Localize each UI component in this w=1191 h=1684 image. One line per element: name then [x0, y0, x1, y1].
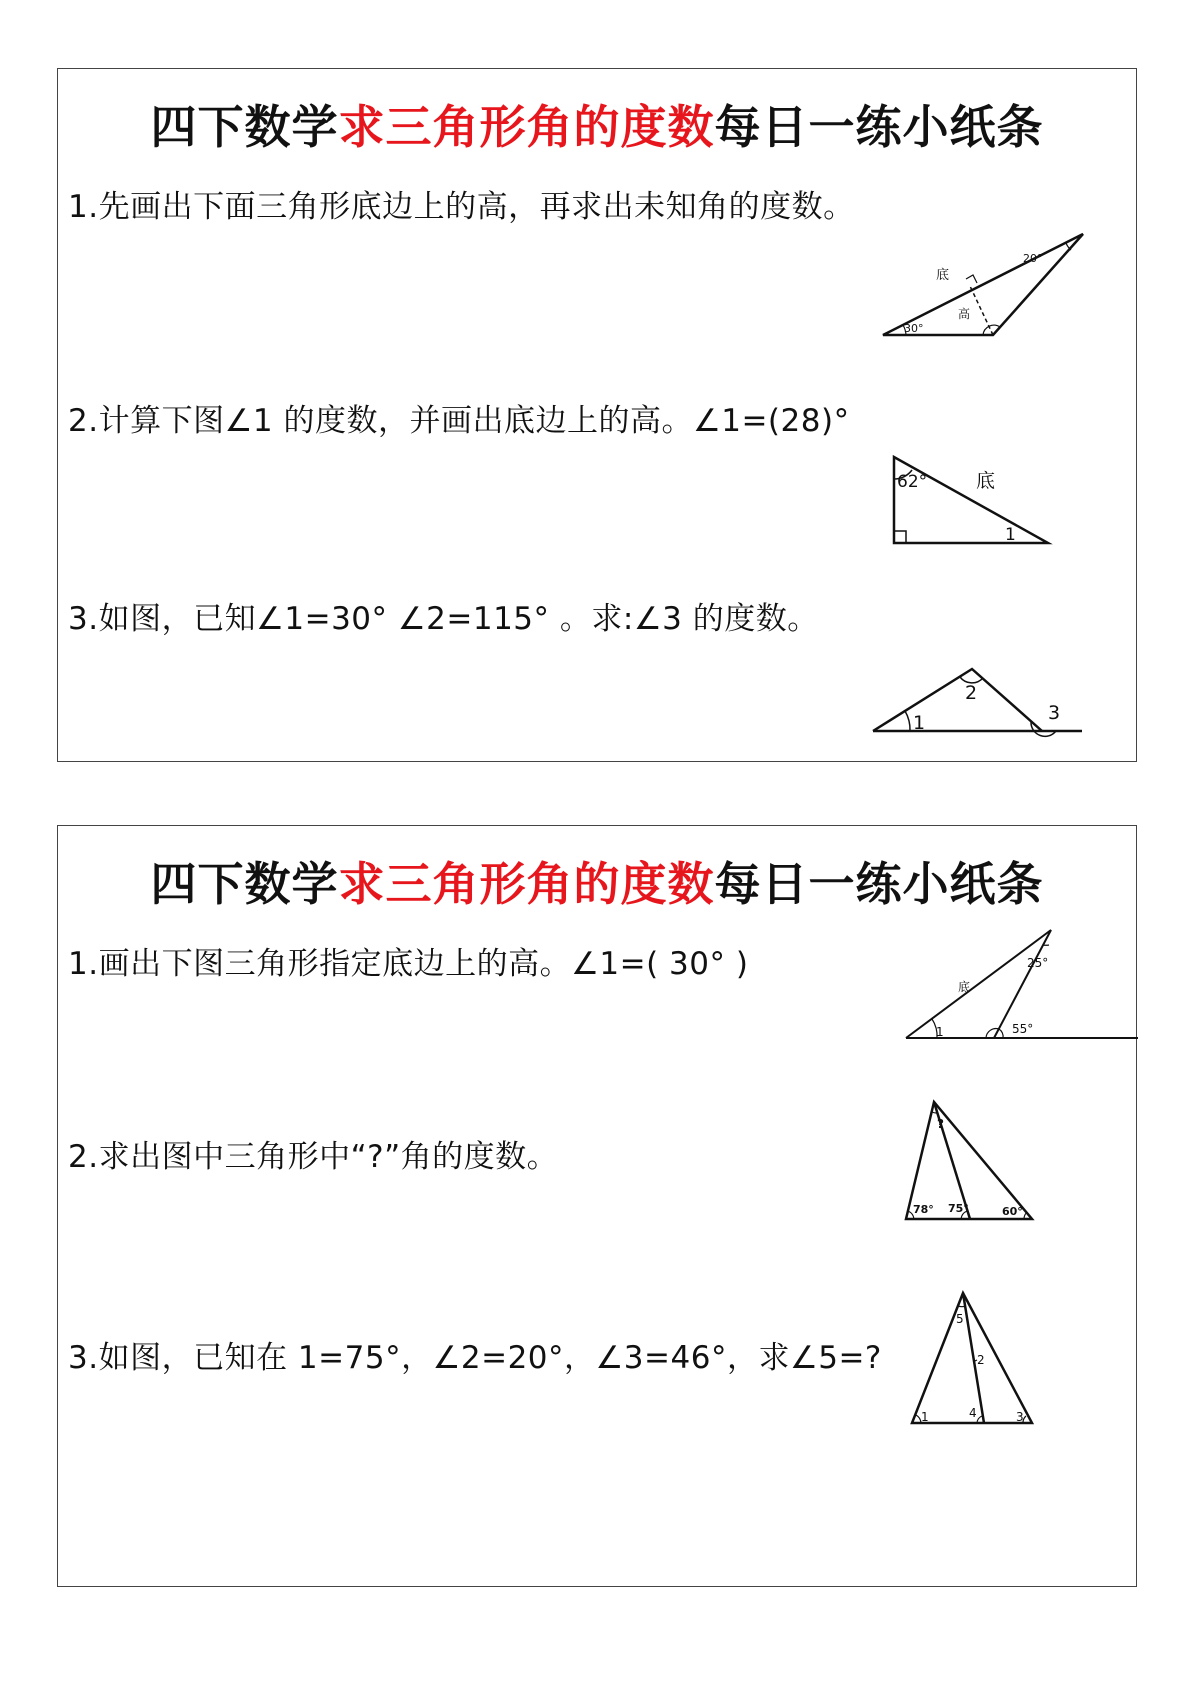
right-triangle-figure-2	[888, 451, 1058, 551]
angle-62-label: 62°	[897, 472, 928, 492]
question-2: 2.计算下图∠1 的度数，并画出底边上的高。∠1=(28)°	[68, 403, 850, 439]
worksheet-card-1	[57, 68, 1137, 762]
height-label: 高	[958, 307, 971, 321]
angle-55-label: 55°	[1012, 1022, 1034, 1036]
angle-2-label: 2	[977, 1353, 985, 1367]
question-angle-label: ?	[937, 1117, 944, 1131]
angle-1-label: 1	[1005, 525, 1016, 545]
triangle-figure-1	[878, 229, 1098, 349]
question-2: 2.求出图中三角形中“?”角的度数。	[68, 1139, 559, 1175]
title-highlight: 求三角形角的度数	[338, 857, 715, 911]
base-label: 底	[958, 980, 971, 994]
base-label: 底	[976, 470, 996, 492]
base-label: 底	[936, 268, 950, 283]
triangle-figure-2	[903, 1098, 1039, 1226]
card-title: 四下数学求三角形角的度数每日一练小纸条	[150, 857, 1044, 911]
card-title: 四下数学求三角形角的度数每日一练小纸条	[150, 100, 1044, 154]
question-3: 3.如图，已知在 1=75°，∠2=20°，∠3=46°，求∠5=?	[68, 1340, 882, 1376]
angle-25-label: 25°	[1027, 956, 1049, 970]
triangle-figure-3	[870, 656, 1088, 738]
angle-4-label: 4	[969, 1406, 977, 1420]
angle-3-label: 3	[1048, 702, 1061, 724]
angle-60-label: 60°	[1002, 1205, 1023, 1218]
question-1: 1.画出下图三角形指定底边上的高。∠1=( 30° )	[68, 946, 749, 982]
angle-3-label: 3	[1016, 1410, 1024, 1424]
angle-30-label: 30°	[904, 322, 924, 335]
angle-5-label: 5	[956, 1312, 964, 1326]
title-highlight: 求三角形角的度数	[338, 100, 715, 154]
angle-2-label: 2	[965, 682, 978, 704]
angle-1-label: 1	[913, 712, 926, 734]
question-1: 1.先画出下面三角形底边上的高，再求出未知角的度数。	[68, 189, 855, 225]
worksheet-card-2	[57, 825, 1137, 1587]
angle-1-label: 1	[936, 1025, 944, 1039]
question-3: 3.如图，已知∠1=30° ∠2=115° 。求:∠3 的度数。	[68, 601, 819, 637]
angle-75-label: 75°	[948, 1202, 969, 1215]
triangle-figure-3	[906, 1290, 1038, 1430]
angle-78-label: 78°	[913, 1203, 934, 1216]
angle-20-label: 20°	[1023, 252, 1043, 265]
triangle-figure-1	[903, 927, 1143, 1043]
angle-1-label: 1	[921, 1410, 929, 1424]
